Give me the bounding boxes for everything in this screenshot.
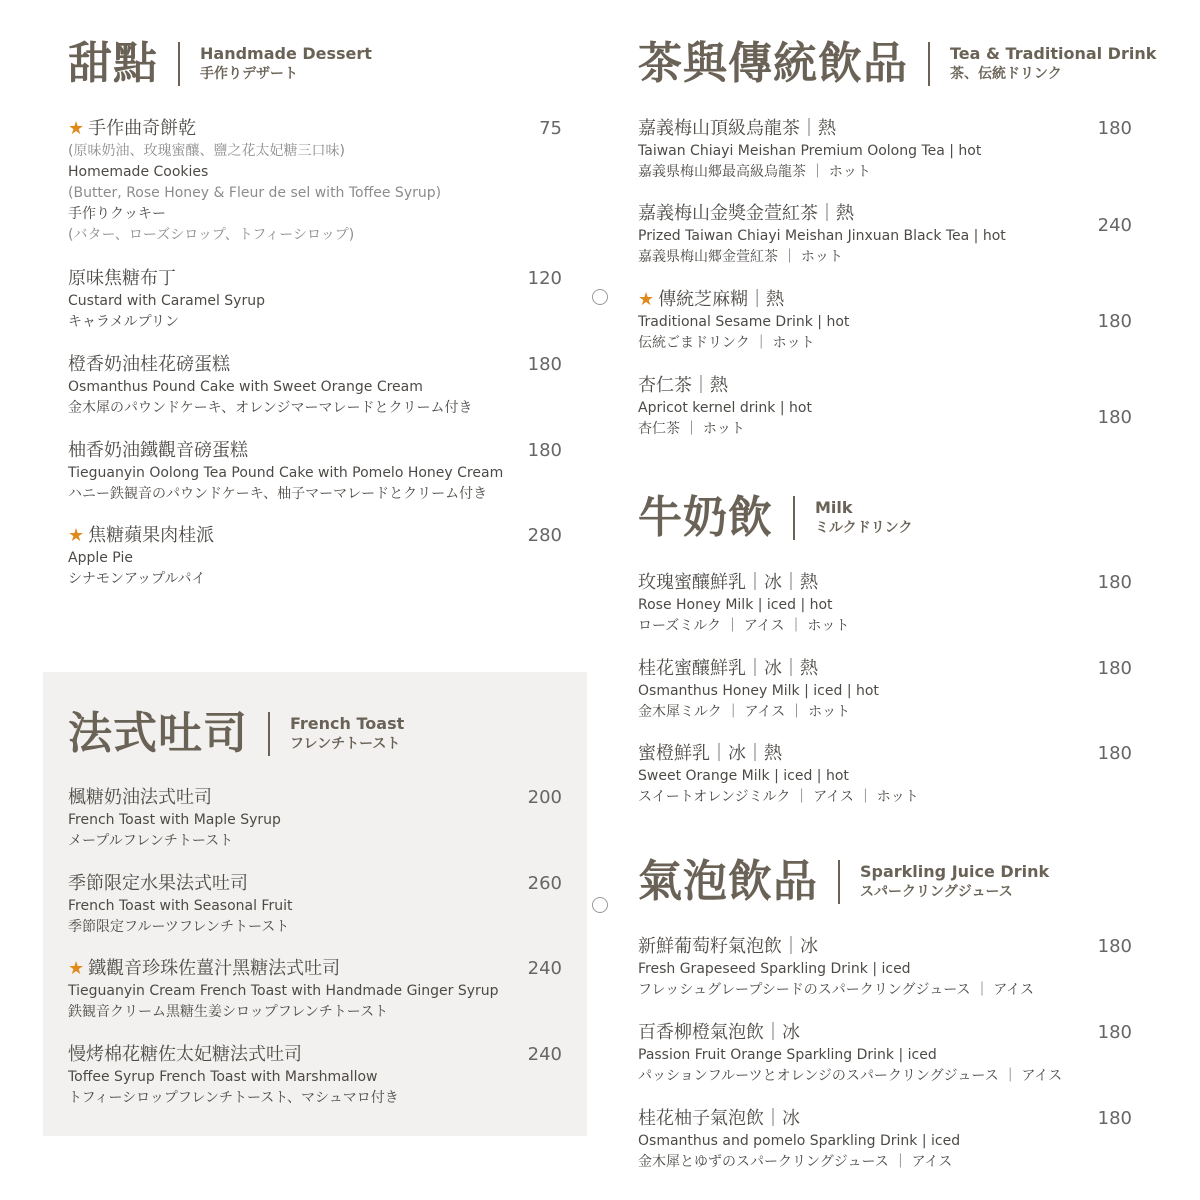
item-price: 180 — [1097, 407, 1132, 428]
item-name-zh: 杏仁茶｜熱 — [638, 375, 728, 396]
item-name-en: Osmanthus and pomelo Sparkling Drink | iced — [638, 1133, 961, 1149]
menu-item — [638, 1021, 1132, 1087]
item-name-jp: キャラメルプリン — [68, 314, 180, 330]
item-price: 180 — [527, 354, 562, 375]
item-flavors-zh: (原味奶油、玫瑰蜜釀、鹽之花太妃糖三口味) — [68, 143, 345, 159]
item-name-zh: 橙香奶油桂花磅蛋糕 — [68, 354, 230, 375]
star-icon: ★ — [68, 958, 85, 979]
item-name-en: Passion Fruit Orange Sparkling Drink | iced — [638, 1047, 937, 1063]
section-title-en: Milk — [815, 498, 853, 517]
item-name-zh: 原味焦糖布丁 — [68, 268, 176, 289]
item-price: 180 — [1097, 311, 1132, 332]
item-name-en: Rose Honey Milk | iced | hot — [638, 597, 833, 613]
item-name-zh: 桂花蜜釀鮮乳｜冰｜熱 — [638, 658, 818, 679]
section-title: 牛奶飲 — [638, 492, 773, 543]
menu-item — [638, 935, 1132, 1001]
star-icon: ★ — [68, 525, 85, 546]
menu-item — [638, 1107, 1132, 1173]
item-name-jp: パッションフルーツとオレンジのスパークリングジュース ｜ アイス — [638, 1068, 1063, 1084]
item-price: 180 — [1097, 1108, 1132, 1129]
item-name-jp: 伝統ごまドリンク ｜ ホット — [638, 335, 815, 351]
item-price: 240 — [527, 1044, 562, 1065]
item-name-jp: 金木犀のパウンドケーキ、オレンジマーマレードとクリーム付き — [68, 400, 473, 416]
item-price: 75 — [539, 118, 562, 139]
item-name-zh: 手作曲奇餅乾 — [88, 118, 197, 139]
item-name-jp: 鉄観音クリーム黒糖生姜シロップフレンチトースト — [68, 1004, 389, 1020]
item-price: 180 — [1097, 743, 1132, 764]
item-name-en: French Toast with Seasonal Fruit — [68, 898, 293, 914]
item-name-zh: 楓糖奶油法式吐司 — [68, 787, 212, 808]
item-name-zh: 傳統芝麻糊｜熱 — [658, 289, 785, 310]
section-title-en: Tea & Traditional Drink — [950, 44, 1157, 63]
item-name-en: Homemade Cookies — [68, 164, 209, 180]
menu-item — [68, 872, 562, 938]
item-price: 280 — [527, 525, 562, 546]
item-name-en: Tieguanyin Cream French Toast with Handmade Ginger Syrup — [68, 983, 499, 999]
menu-item — [638, 374, 1132, 440]
section-title: 甜點 — [68, 38, 158, 89]
section-title-en: Sparkling Juice Drink — [860, 862, 1050, 881]
tea-header — [638, 38, 1157, 89]
item-name-zh: 桂花柚子氣泡飲｜冰 — [638, 1108, 800, 1129]
item-flavors-jp: (バター、ローズシロップ、トフィーシロップ) — [68, 227, 355, 243]
header-divider — [838, 860, 840, 904]
section-title-jp: 茶、伝統ドリンク — [950, 66, 1062, 82]
section-title-jp: 手作りデザート — [200, 66, 298, 82]
item-name-en: Taiwan Chiayi Meishan Premium Oolong Tea | hot — [638, 143, 982, 159]
menu-item — [68, 786, 562, 852]
item-price: 200 — [527, 787, 562, 808]
header-divider — [928, 42, 930, 86]
menu-item — [68, 524, 562, 590]
menu-item — [638, 571, 1132, 637]
item-name-zh: 嘉義梅山頂級烏龍茶｜熱 — [638, 118, 836, 139]
item-price: 120 — [527, 268, 562, 289]
header-divider — [178, 42, 180, 86]
item-name-en: Apple Pie — [68, 550, 133, 566]
item-price: 180 — [527, 440, 562, 461]
section-title-jp: フレンチトースト — [290, 736, 401, 752]
french-toast-header — [68, 708, 562, 759]
french-toast-section — [68, 708, 562, 1106]
milk-header — [638, 492, 1132, 543]
item-name-en: Apricot kernel drink | hot — [638, 400, 812, 416]
item-flavors-en: (Butter, Rose Honey & Fleur de sel with Toffee Syrup) — [68, 185, 442, 201]
section-title-jp: スパークリングジュース — [860, 884, 1013, 900]
milk-section — [638, 492, 1132, 805]
menu-item — [68, 957, 562, 1023]
item-name-jp: ハニー鉄観音のパウンドケーキ、柚子マーマレードとクリーム付き — [68, 486, 488, 502]
item-name-en: Tieguanyin Oolong Tea Pound Cake with Pomelo Honey Cream — [68, 465, 504, 481]
header-divider — [793, 496, 795, 540]
menu-item — [638, 202, 1132, 268]
menu-item — [638, 742, 1132, 808]
item-name-en: Osmanthus Pound Cake with Sweet Orange Cream — [68, 379, 423, 395]
item-name-jp: 金木犀ミルク ｜ アイス ｜ ホット — [638, 704, 851, 720]
item-name-en: Toffee Syrup French Toast with Marshmallow — [68, 1069, 378, 1085]
section-title: 法式吐司 — [68, 708, 248, 759]
item-name-zh: 百香柳橙氣泡飲｜冰 — [638, 1022, 800, 1043]
item-name-en: Osmanthus Honey Milk | iced | hot — [638, 683, 879, 699]
item-name-zh: 焦糖蘋果肉桂派 — [88, 525, 215, 546]
item-name-jp: フレッシュグレープシードのスパークリングジュース ｜ アイス — [638, 982, 1034, 998]
menu-item — [638, 657, 1132, 723]
item-name-zh: 蜜橙鮮乳｜冰｜熱 — [638, 743, 782, 764]
menu-item — [68, 1043, 562, 1109]
item-name-zh: 柚香奶油鐵觀音磅蛋糕 — [68, 440, 248, 461]
item-price: 240 — [527, 958, 562, 979]
item-price: 180 — [1097, 658, 1132, 679]
section-title-en: French Toast — [290, 714, 405, 733]
sparkling-header — [638, 856, 1132, 907]
dessert-header — [68, 38, 562, 89]
item-name-jp: ローズミルク ｜ アイス ｜ ホット — [638, 618, 850, 634]
item-name-zh: 慢烤棉花糖佐太妃糖法式吐司 — [68, 1044, 302, 1065]
menu-item — [68, 117, 562, 246]
header-divider — [268, 712, 270, 756]
item-name-en: Custard with Caramel Syrup — [68, 293, 265, 309]
item-name-jp: スイートオレンジミルク ｜ アイス ｜ ホット — [638, 789, 919, 805]
menu-item — [638, 117, 1132, 183]
sparkling-section — [638, 856, 1132, 1170]
tea-section — [638, 38, 1157, 437]
item-name-zh: 季節限定水果法式吐司 — [68, 873, 248, 894]
dessert-section — [68, 38, 562, 587]
binder-hole-bottom — [592, 897, 608, 913]
item-name-jp: 手作りクッキー — [68, 206, 166, 222]
section-title-jp: ミルクドリンク — [815, 520, 913, 536]
star-icon: ★ — [68, 118, 85, 139]
section-title: 茶與傳統飲品 — [638, 38, 908, 89]
item-price: 180 — [1097, 1022, 1132, 1043]
item-name-zh: 嘉義梅山金獎金萱紅茶｜熱 — [638, 203, 854, 224]
item-name-en: Traditional Sesame Drink | hot — [638, 314, 850, 330]
item-price: 240 — [1097, 215, 1132, 236]
binder-hole-top — [592, 289, 608, 305]
item-name-en: Prized Taiwan Chiayi Meishan Jinxuan Black Tea | hot — [638, 228, 1006, 244]
item-price: 180 — [1097, 936, 1132, 957]
section-title: 氣泡飲品 — [638, 856, 818, 907]
item-name-jp: 嘉義県梅山郷金萱紅茶 ｜ ホット — [638, 249, 843, 265]
item-name-jp: シナモンアップルパイ — [68, 571, 206, 587]
item-name-jp: トフィーシロップフレンチトースト、マシュマロ付き — [68, 1090, 399, 1106]
item-price: 180 — [1097, 572, 1132, 593]
menu-item — [638, 288, 1132, 354]
item-name-en: Fresh Grapeseed Sparkling Drink | iced — [638, 961, 911, 977]
item-name-zh: 新鮮葡萄籽氣泡飲｜冰 — [638, 936, 818, 957]
item-name-jp: 金木犀とゆずのスパークリングジュース ｜ アイス — [638, 1154, 953, 1170]
item-name-jp: 嘉義県梅山郷最高級烏龍茶 ｜ ホット — [638, 164, 871, 180]
item-name-en: French Toast with Maple Syrup — [68, 812, 281, 828]
item-price: 260 — [527, 873, 562, 894]
item-name-jp: 季節限定フルーツフレンチトースト — [68, 919, 290, 935]
item-name-jp: 杏仁茶 ｜ ホット — [638, 421, 745, 437]
item-name-zh: 鐵觀音珍珠佐薑汁黑糖法式吐司 — [88, 958, 341, 979]
menu-item — [68, 353, 562, 419]
menu-item — [68, 267, 562, 333]
section-title-en: Handmade Dessert — [200, 44, 372, 63]
star-icon: ★ — [638, 289, 655, 310]
menu-item — [68, 439, 562, 505]
item-name-en: Sweet Orange Milk | iced | hot — [638, 768, 849, 784]
item-name-jp: メープルフレンチトースト — [68, 833, 234, 849]
item-name-zh: 玫瑰蜜釀鮮乳｜冰｜熱 — [638, 572, 818, 593]
item-price: 180 — [1097, 118, 1132, 139]
